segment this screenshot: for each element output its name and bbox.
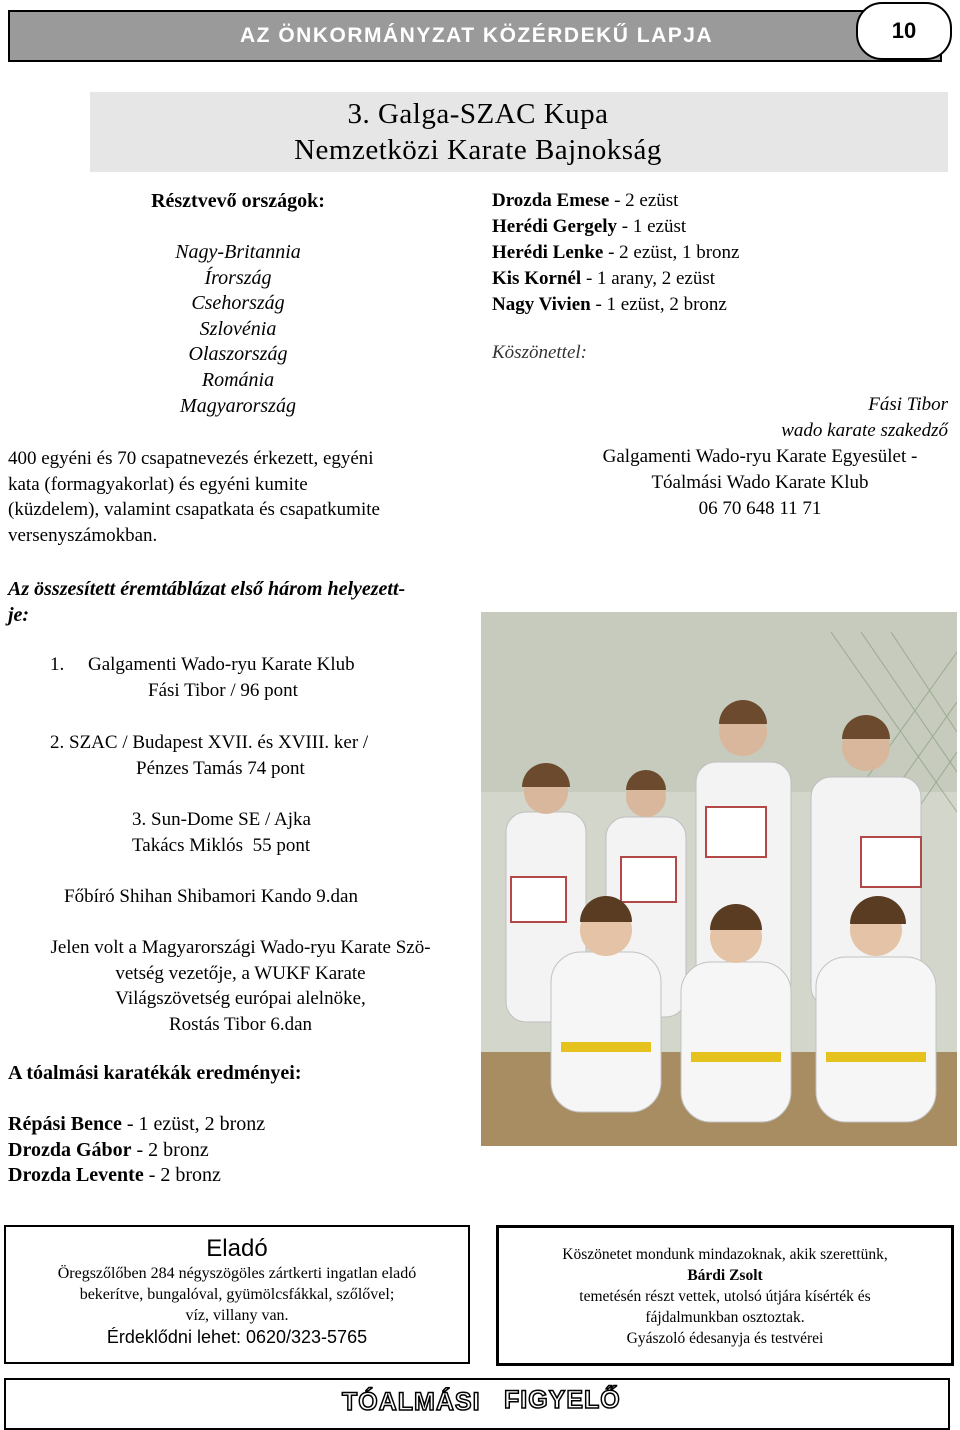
standing-2 — [50, 730, 368, 781]
standing-3 — [132, 807, 311, 858]
entries-line: versenyszámokban. — [8, 524, 158, 546]
sale-advertisement — [4, 1225, 470, 1364]
entries-line: (küzdelem), valamint csapatkata és csapatkumite — [8, 499, 380, 521]
signature-club-line-2: Tóalmási Wado Karate Klub — [651, 472, 869, 493]
athlete-name: Kis Kornél — [492, 268, 582, 289]
sale-line-2: bekerítve, bungalóval, gyümölcsfákkal, szőlővel; — [79, 1286, 395, 1303]
standings-heading — [8, 576, 478, 628]
country-item: Olaszország — [188, 343, 288, 366]
athlete-medals: - 1 ezüst — [617, 216, 687, 237]
athlete-medals: - 1 ezüst, 2 bronz — [121, 1113, 266, 1135]
presence-line: Világszövetség európai alelnöke, — [115, 988, 366, 1010]
thanks-line-3: temetésén részt vettek, utolsó útjára kísérték és — [579, 1288, 871, 1305]
standing-2-points: Pénzes Tamás 74 pont — [136, 757, 305, 779]
athlete-medals: - 1 ezüst, 2 bronz — [590, 294, 727, 315]
athlete-name: Herédi Gergely — [492, 216, 618, 237]
sale-line-3: víz, villany van. — [185, 1307, 289, 1324]
presence-paragraph — [8, 935, 473, 1037]
thanks-name: Bárdi Zsolt — [687, 1267, 763, 1284]
country-item: Szlovénia — [199, 317, 277, 340]
signature-club-line-1: Galgamenti Wado-ryu Karate Egyesület - — [602, 446, 918, 467]
presence-line: Rostás Tibor 6.dan — [168, 1013, 313, 1035]
article-title-line-2: Nemzetközi Karate Bajnokság — [294, 134, 662, 166]
footer-logo-right: FIGYELŐ — [504, 1386, 621, 1414]
article-title-line-1: 3. Galga-SZAC Kupa — [347, 98, 609, 130]
thanks-line-5: Gyászoló édesanyja és testvérei — [626, 1330, 824, 1347]
standings-heading-line-2: je: — [8, 604, 30, 626]
result-row — [8, 1112, 265, 1138]
standing-1-club: 1. Galgamenti Wado-ryu Karate Klub — [50, 654, 355, 675]
standings-heading-line-1: Az összesített éremtáblázat első három helyezett- — [8, 578, 406, 600]
athlete-medals: - 2 bronz — [143, 1164, 221, 1187]
athlete-name: Drozda Emese — [492, 190, 610, 211]
signature-phone: 06 70 648 11 71 — [698, 498, 822, 519]
signature-role: wado karate szakedző — [781, 420, 948, 441]
signature-club-block — [560, 444, 960, 522]
athlete-name: Drozda Gábor — [8, 1138, 132, 1161]
results-list-left — [8, 1112, 265, 1189]
presence-line: vetség vezetője, a WUKF Karate — [115, 962, 366, 984]
standing-1 — [50, 652, 355, 703]
country-item: Írország — [204, 266, 272, 289]
sale-title: Eladó — [206, 1235, 268, 1262]
countries-list — [8, 240, 468, 419]
referee-line: Főbíró Shihan Shibamori Kando 9.dan — [64, 886, 358, 907]
signature-name: Fási Tibor — [868, 394, 948, 415]
athlete-medals: - 1 arany, 2 ezüst — [581, 268, 716, 289]
masthead-footer — [4, 1378, 950, 1430]
athlete-name: Drozda Levente — [8, 1164, 144, 1187]
standing-3-club: 3. Sun-Dome SE / Ajka — [132, 809, 311, 830]
signature-block — [781, 392, 948, 444]
photo-illustration — [481, 612, 957, 1146]
country-item: Magyarország — [180, 394, 296, 417]
result-row — [492, 266, 740, 292]
presence-line: Jelen volt a Magyarországi Wado-ryu Karate Szö- — [50, 937, 431, 958]
karate-team-photo — [481, 612, 957, 1146]
standing-1-points: Fási Tibor / 96 pont — [148, 679, 298, 701]
country-item: Nagy-Britannia — [175, 241, 301, 263]
publication-tagline: AZ ÖNKORMÁNYZAT KÖZÉRDEKŰ LAPJA — [240, 24, 714, 47]
result-row — [492, 188, 740, 214]
footer-logo-left: TÓALMÁSI — [342, 1388, 481, 1416]
countries-heading: Résztvevő országok: — [151, 190, 325, 212]
sale-contact: Érdeklődni lehet: 0620/323-5765 — [106, 1327, 368, 1347]
athlete-name: Répási Bence — [8, 1113, 122, 1135]
results-list-right — [492, 188, 740, 318]
condolence-thanks-notice — [496, 1225, 954, 1366]
athlete-medals: - 2 ezüst — [609, 190, 679, 211]
entries-line: 400 egyéni és 70 csapatnevezés érkezett, egyéni — [8, 448, 374, 469]
result-row — [8, 1138, 265, 1164]
country-item: Románia — [201, 368, 275, 391]
country-item: Csehország — [191, 292, 285, 315]
page-header-banner — [8, 10, 942, 62]
result-row — [492, 214, 740, 240]
result-row — [492, 292, 740, 318]
thanks-line-4: fájdalmunkban osztoztak. — [645, 1309, 805, 1326]
thanks-label: Köszönettel: — [492, 342, 587, 363]
athlete-medals: - 2 bronz — [131, 1138, 209, 1161]
results-heading: A tóalmási karatékák eredményei: — [8, 1062, 302, 1084]
sale-line-1: Öregszőlőben 284 négyszögöles zártkerti ingatlan eladó — [57, 1265, 417, 1282]
standing-3-points: Takács Miklós 55 pont — [132, 834, 311, 856]
result-row — [492, 240, 740, 266]
athlete-name: Herédi Lenke — [492, 242, 604, 263]
athlete-medals: - 2 ezüst, 1 bronz — [603, 242, 740, 263]
thanks-line-1: Köszönetet mondunk mindazoknak, akik szerettünk, — [562, 1246, 888, 1263]
entries-paragraph — [8, 446, 478, 548]
standing-2-club: 2. SZAC / Budapest XVII. és XVIII. ker / — [50, 732, 369, 753]
athlete-name: Nagy Vivien — [492, 294, 591, 315]
entries-line: kata (formagyakorlat) és egyéni kumite — [8, 473, 308, 495]
result-row — [8, 1163, 265, 1189]
page-number: 10 — [856, 2, 952, 60]
